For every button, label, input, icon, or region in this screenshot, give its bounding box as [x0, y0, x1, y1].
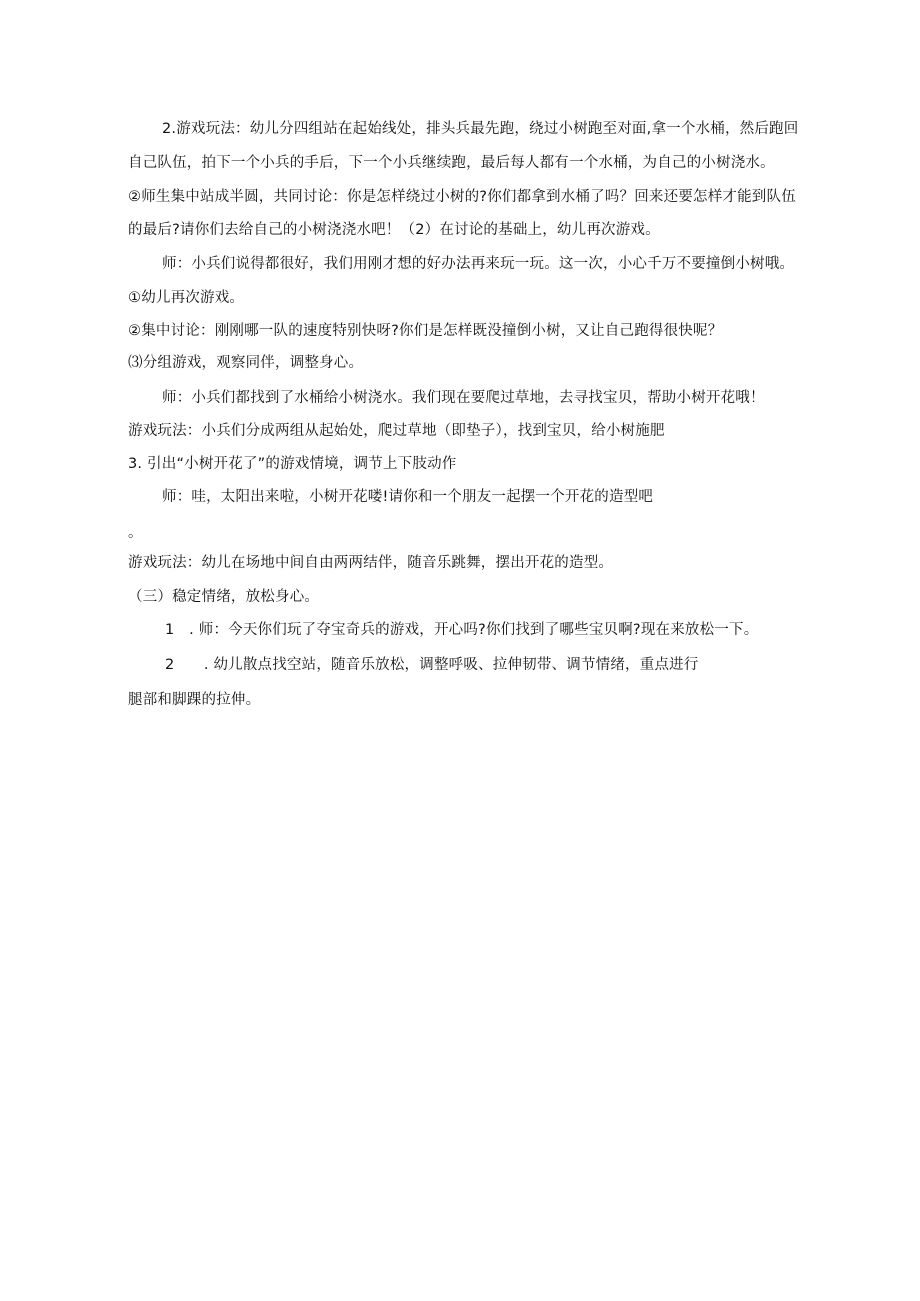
paragraph-line-18: 腿部和脚踝的拉伸。	[128, 692, 261, 708]
paragraph-line-2: 自己队伍，拍下一个小兵的手后，下一个小兵继续跑，最后每人都有一个水桶，为自己的小树浇水。	[128, 155, 775, 171]
paragraph-line-9: 师：小兵们都找到了水桶给小树浇水。我们现在要爬过草地，去寻找宝贝，帮助小树开花哦！	[162, 390, 765, 406]
paragraph-line-13: 。	[128, 525, 143, 541]
paragraph-line-17: 2 . 幼儿散点找空站，随音乐放松，调整呼吸、拉伸韧带、调节情绪，重点进行	[165, 657, 699, 673]
paragraph-line-8: ⑶分组游戏，观察同伴，调整身心。	[128, 355, 364, 371]
paragraph-line-15: （三）稳定情绪，放松身心。	[128, 589, 320, 605]
paragraph-line-4: 的最后?请你们去给自己的小树浇浇水吧！（2）在讨论的基础上，幼儿再次游戏。	[128, 222, 660, 238]
paragraph-line-6: ①幼儿再次游戏。	[128, 290, 245, 306]
paragraph-line-5: 师：小兵们说得都很好，我们用刚才想的好办法再来玩一玩。这一次，小心千万不要撞倒小树哦。	[162, 256, 795, 272]
paragraph-line-10: 游戏玩法：小兵们分成两组从起始处，爬过草地（即垫子），找到宝贝，给小树施肥	[128, 423, 665, 439]
paragraph-line-7: ②集中讨论：刚刚哪一队的速度特别快呀?你们是怎样既没撞倒小树，又让自己跑得很快呢？	[128, 323, 723, 339]
paragraph-line-1: 2.游戏玩法：幼儿分四组站在起始线处，排头兵最先跑，绕过小树跑至对面,拿一个水桶，然后跑回	[162, 121, 799, 137]
paragraph-line-3: ②师生集中站成半圆，共同讨论：你是怎样绕过小树的?你们都拿到水桶了吗？回来还要怎样才能到队伍	[128, 189, 796, 205]
paragraph-line-12: 师：哇，太阳出来啦，小树开花喽!请你和一个朋友一起摆一个开花的造型吧	[162, 489, 654, 505]
paragraph-line-16: 1 . 师：今天你们玩了夺宝奇兵的游戏，开心吗?你们找到了哪些宝贝啊?现在来放松一下。	[165, 622, 759, 638]
paragraph-line-14: 游戏玩法：幼儿在场地中间自由两两结伴，随音乐跳舞，摆出开花的造型。	[128, 555, 614, 571]
paragraph-line-11: 3. 引出“小树开花了”的游戏情境，调节上下肢动作	[128, 456, 457, 472]
